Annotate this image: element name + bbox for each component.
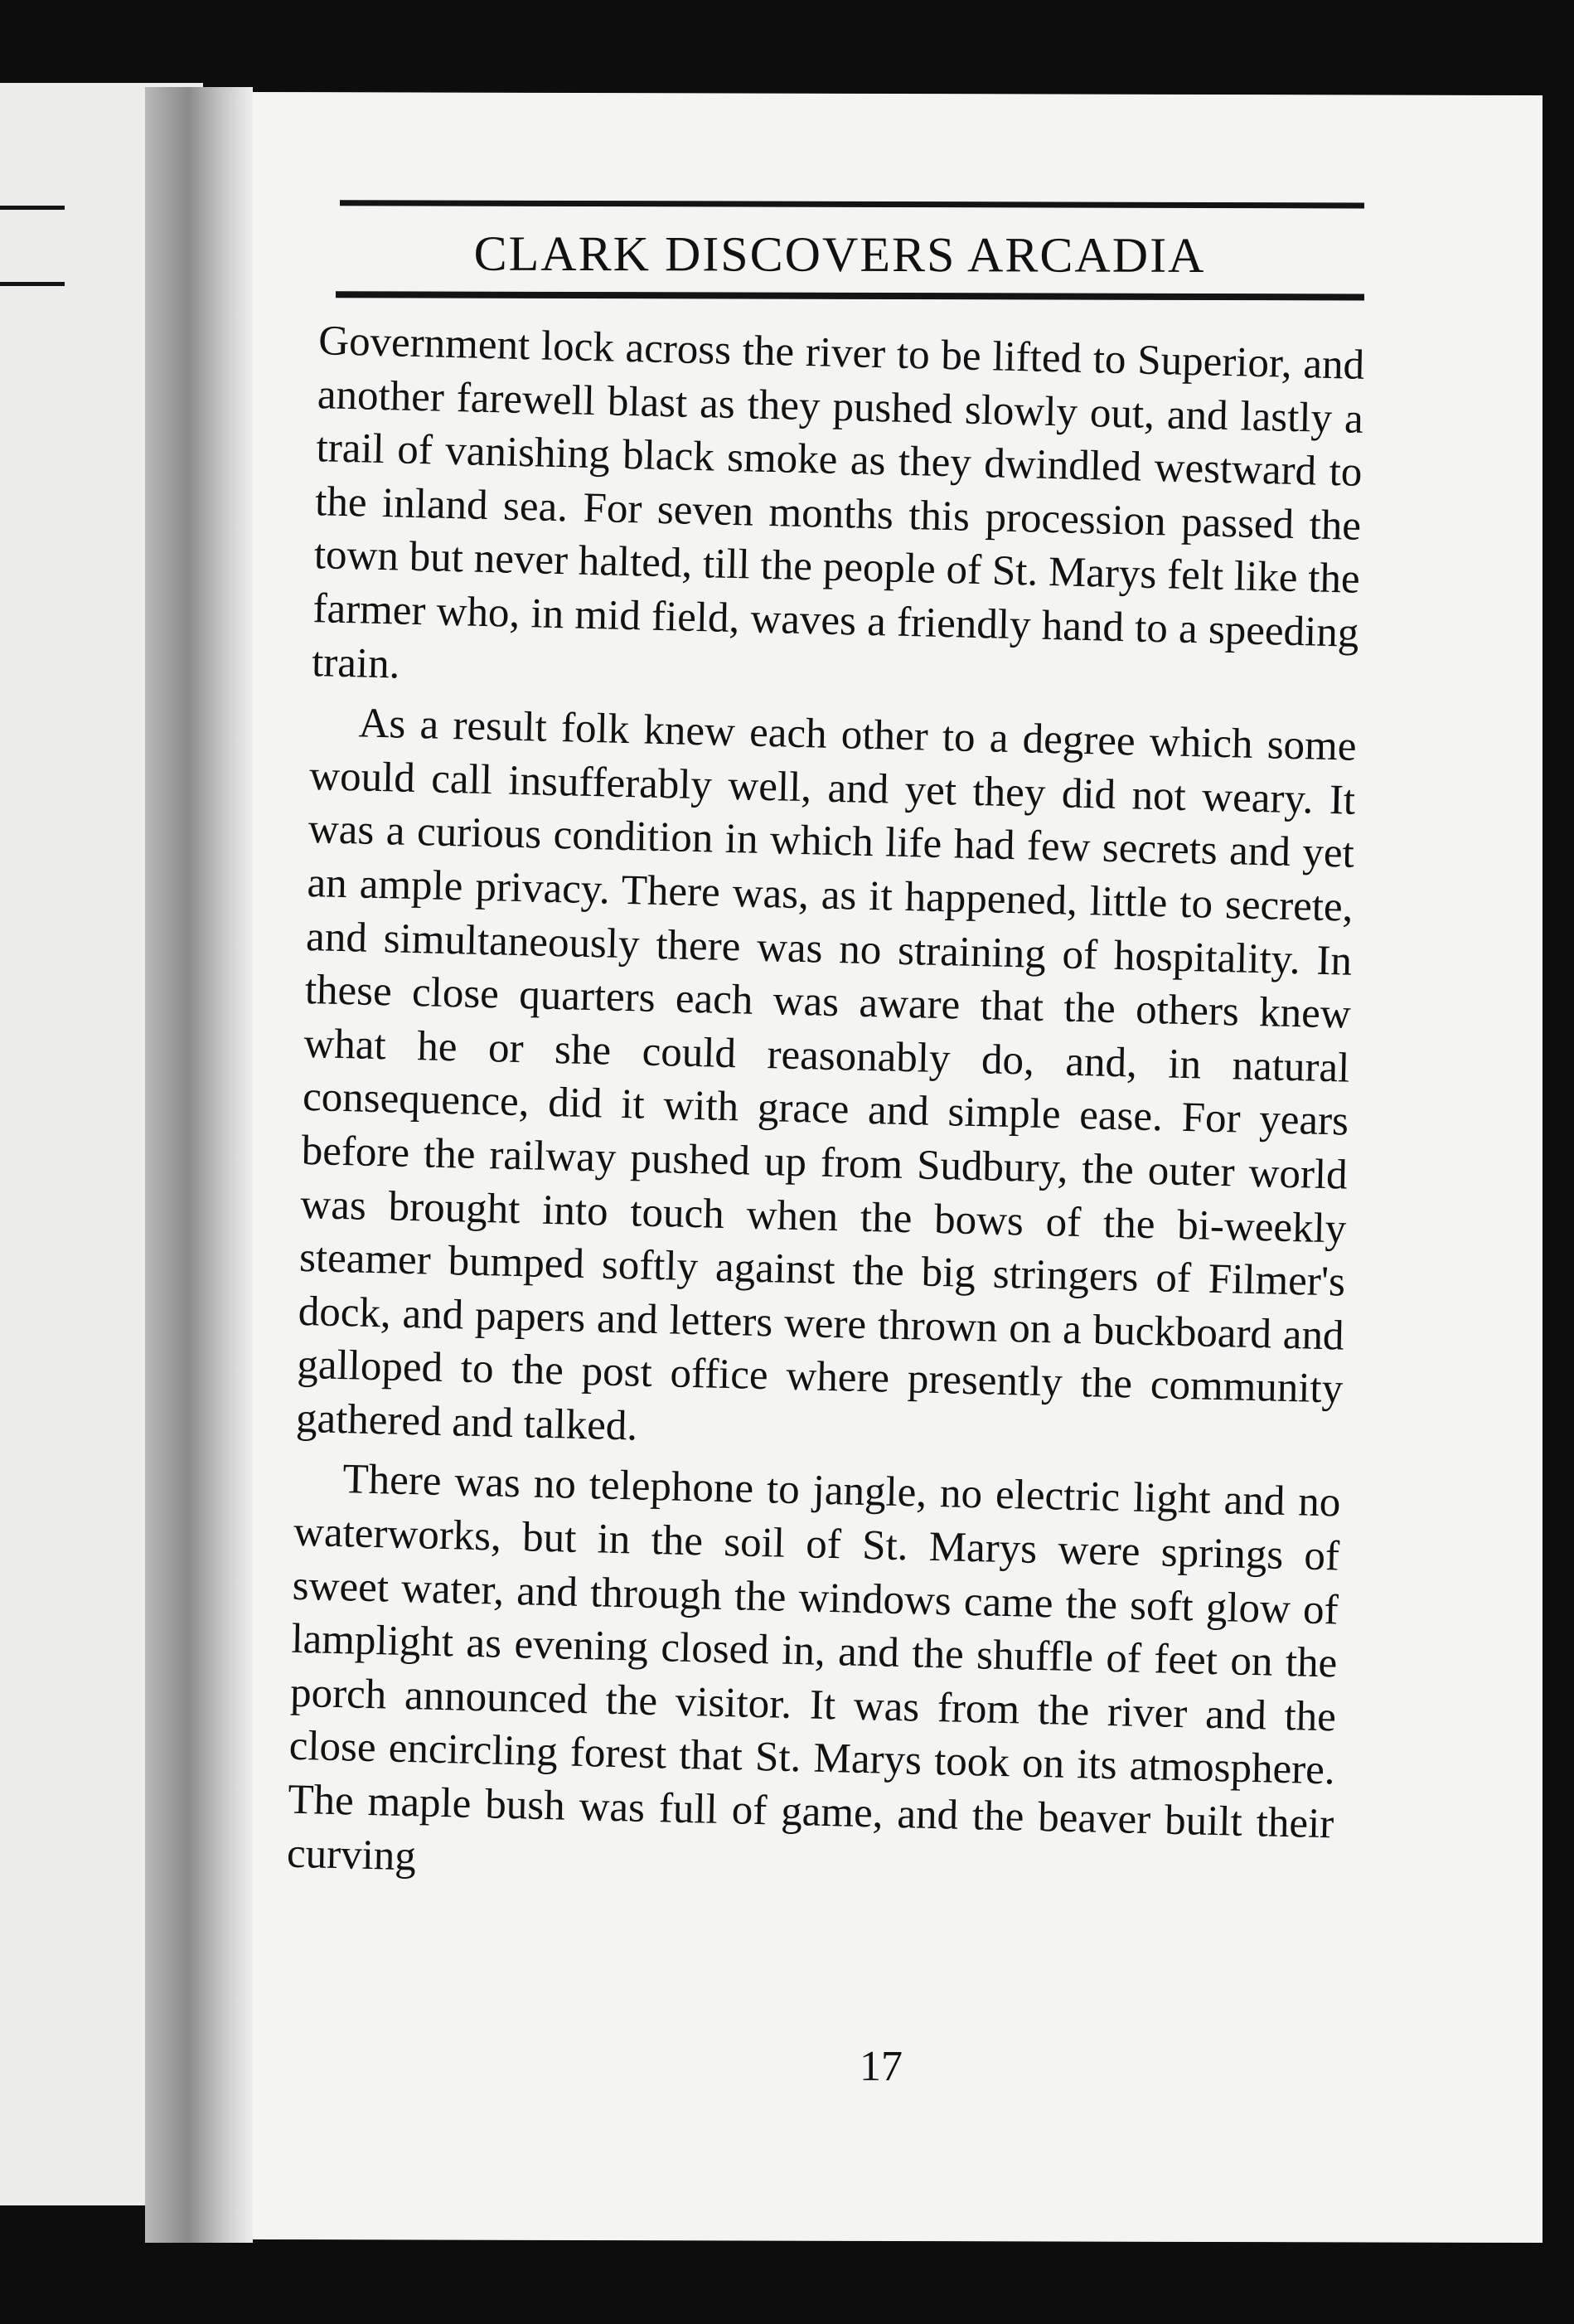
left-page-rule xyxy=(0,282,65,286)
header-rule-bottom xyxy=(336,291,1364,300)
header-rule-top xyxy=(340,200,1364,208)
book-page xyxy=(253,92,1543,2243)
paragraph: There was no telephone to jangle, no electric light and no waterworks, but in the soil of St. Marys were springs of sweet water, and through the windows came the soft glow of lamplight as evening closed in, and the shuffle of feet on the porch announced the visitor. It was from the river and the close encircling forest that St. Marys took on its atmosphere. The maple bush was full of game, and the beaver built their curving xyxy=(286,1456,1341,1880)
page-number: 17 xyxy=(860,2042,903,2091)
paragraph: As a result folk knew each other to a degree which some would call insufferably well, and yet they did not weary. It was a curious condition in which life had few secrets and yet an ample privacy. There was, as it happened, little to secrete, and simultaneously there was no straining of hospitality. In these close quarters each was aware that the others knew what he or she could reasonably do, and, in natural consequence, did it with grace and simple ease. For years before the railway pushed up from Sudbury, the outer world was brought into touch when the bows of the bi-weekly steamer bumped softly against the big stringers of Filmer's dock, and papers and letters were thrown on a buckboard and galloped to the post office where presently the community gathered and talked. xyxy=(295,700,1358,1450)
running-head: CLARK DISCOVERS ARCADIA xyxy=(473,226,1206,283)
book-gutter xyxy=(145,87,253,2243)
left-page-rule xyxy=(0,206,65,210)
body-text xyxy=(286,314,1364,1904)
paragraph: Government lock across the river to be lifted to Superior, and another farewell blast as they pushed slowly out, and lastly a trail of vanishing black smoke as they dwindled westward to the inland sea. For seven months this procession passed the town but never halted, till the people of St. Marys felt like the farmer who, in mid field, waves a friendly hand to a speeding train. xyxy=(311,318,1365,688)
